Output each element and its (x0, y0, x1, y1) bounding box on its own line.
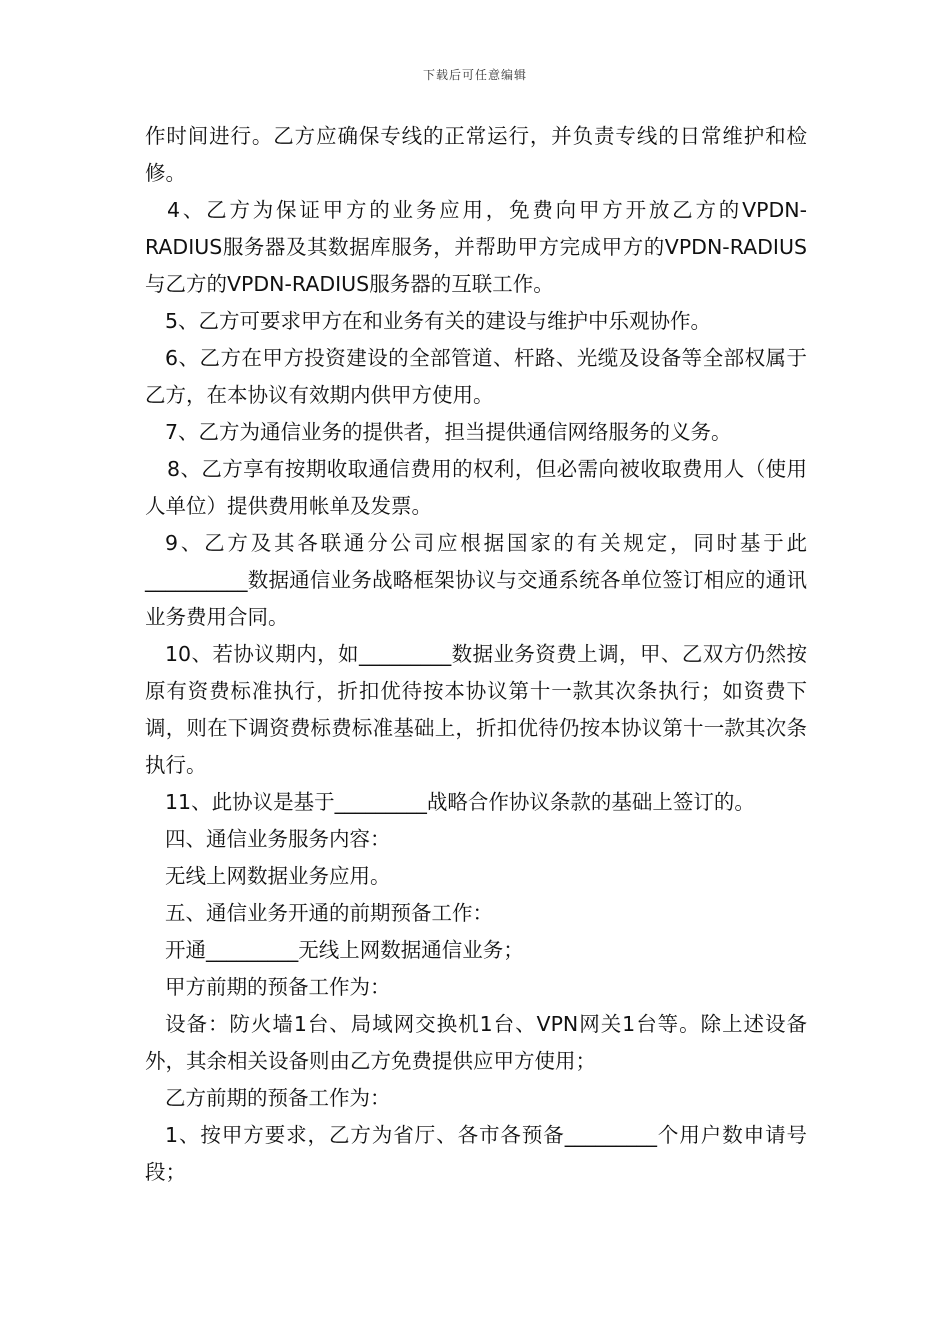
section-heading-4: 四、通信业务服务内容： (165, 827, 391, 851)
paragraph-party-b-prep-heading: 乙方前期的预备工作为： (165, 1086, 391, 1110)
paragraph-party-a-prep-heading: 甲方前期的预备工作为： (165, 975, 391, 999)
paragraph-item-9: 9、乙方及其各联通分公司应根据国家的有关规定，同时基于此__________数据通信业务战略框架协议与交通系统各单位签订相应的通讯业务费用合同。 (145, 531, 807, 629)
paragraph-item-6: 6、乙方在甲方投资建设的全部管道、杆路、光缆及设备等全部权属于乙方，在本协议有效期内供甲方使用。 (145, 346, 807, 407)
paragraph-item-5: 5、乙方可要求甲方在和业务有关的建设与维护中乐观协作。 (165, 309, 712, 333)
paragraph-item-8: 8、乙方享有按期收取通信费用的权利，但必需向被收取费用人（使用人单位）提供费用帐单及发票。 (145, 457, 807, 518)
paragraph-equipment: 设备：防火墙1台、局域网交换机1台、VPN网关1台等。除上述设备外，其余相关设备则由乙方免费提供应甲方使用； (145, 1012, 807, 1073)
paragraph-item-11: 11、此协议是基于_________战略合作协议条款的基础上签订的。 (165, 790, 755, 814)
paragraph-continuation: 作时间进行。乙方应确保专线的正常运行，并负责专线的日常维护和检修。 (145, 124, 807, 185)
section-heading-5: 五、通信业务开通的前期预备工作： (165, 901, 493, 925)
paragraph-item-7: 7、乙方为通信业务的提供者，担当提供通信网络服务的义务。 (165, 420, 732, 444)
paragraph-service-content: 无线上网数据业务应用。 (165, 864, 391, 888)
page-header: 下载后可任意编辑 (422, 68, 527, 82)
paragraph-open-service: 开通_________无线上网数据通信业务； (165, 938, 524, 962)
paragraph-item-4: 4、乙方为保证甲方的业务应用，免费向甲方开放乙方的VPDN-RADIUS服务器及其数据库服务，并帮助甲方完成甲方的VPDN-RADIUS与乙方的VPDN-RADIUS服务器的互联工作。 (145, 198, 807, 296)
document-body (145, 118, 807, 1191)
paragraph-item-10: 10、若协议期内，如_________数据业务资费上调，甲、乙双方仍然按原有资费标准执行，折扣优待按本协议第十一款其次条执行；如资费下调，则在下调资费标费标准基础上，折扣优待仍按本协议第十一款其次条执行。 (145, 642, 807, 777)
paragraph-party-b-item-1: 1、按甲方要求，乙方为省厅、各市各预备_________个用户数申请号段； (145, 1123, 807, 1184)
